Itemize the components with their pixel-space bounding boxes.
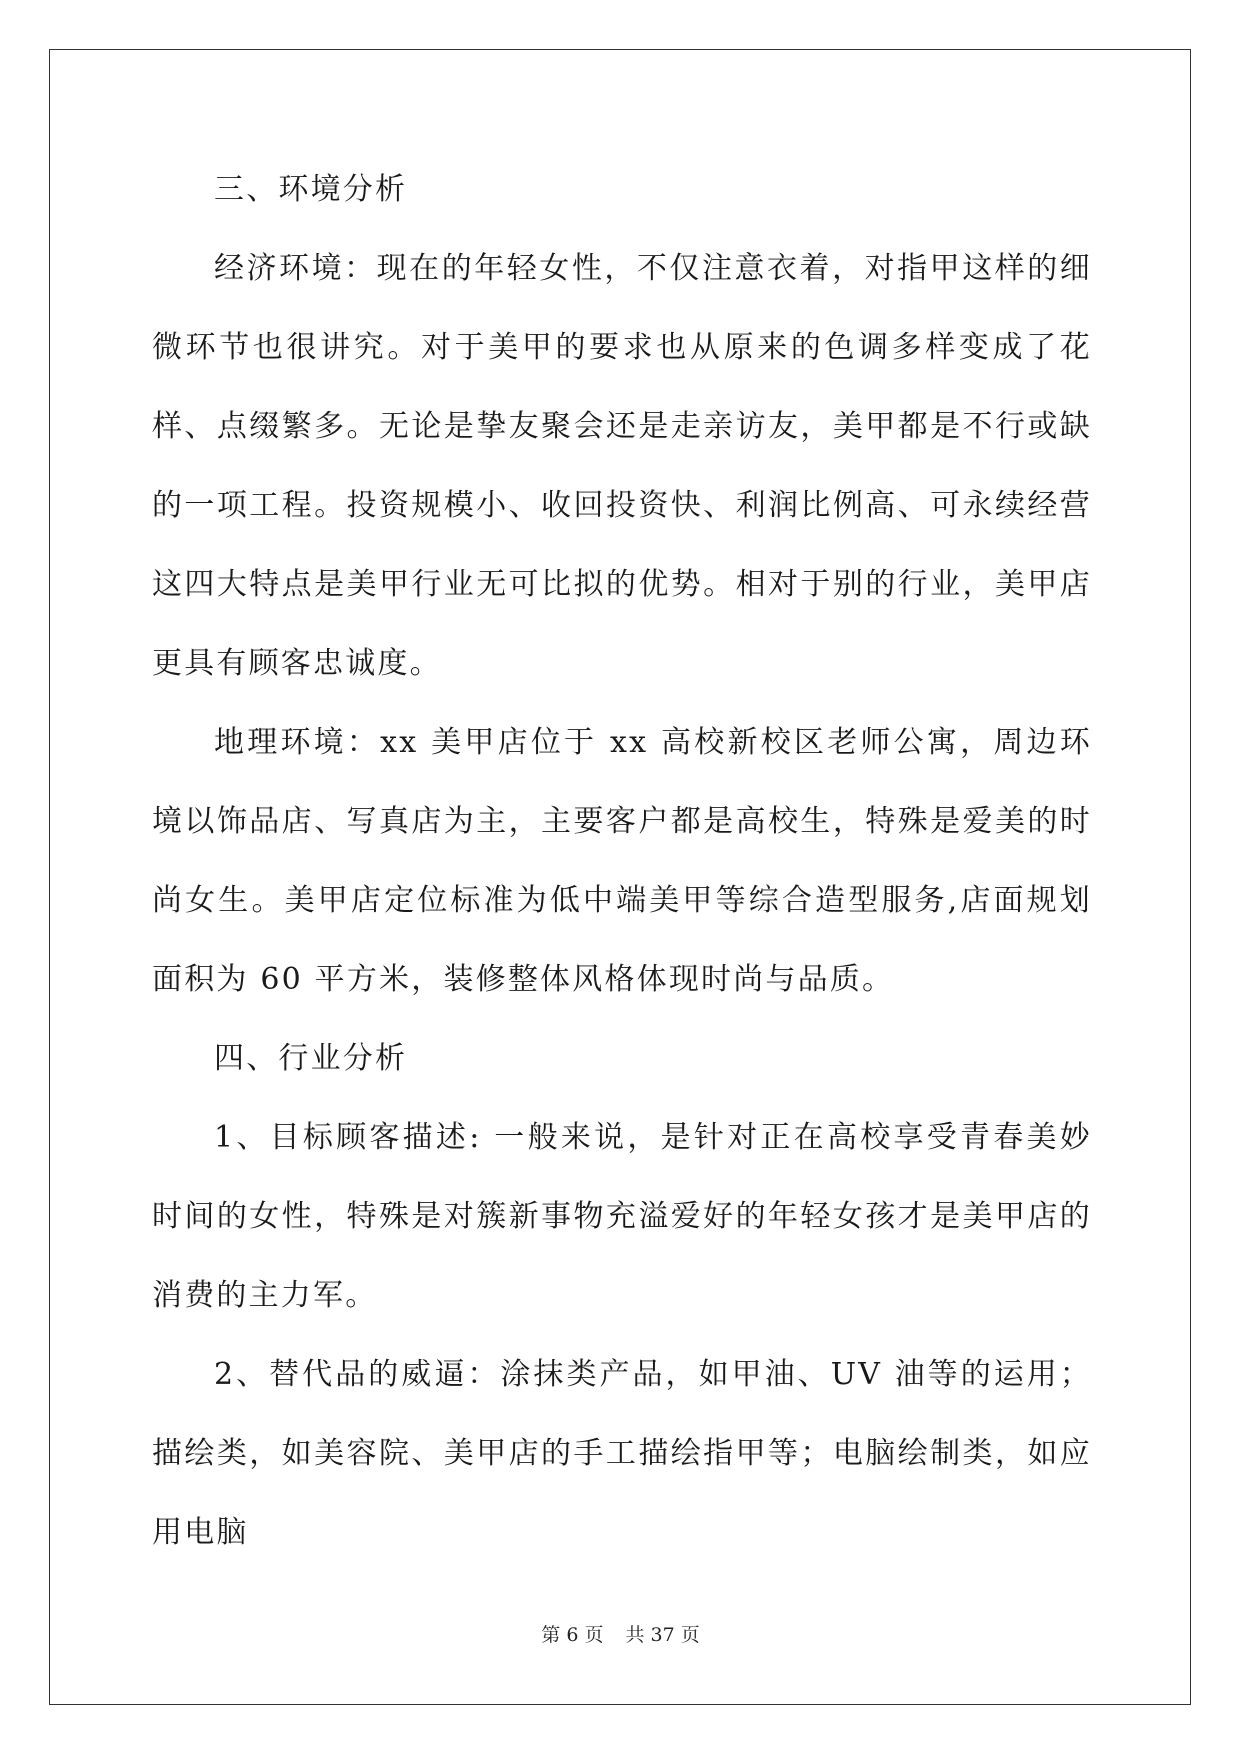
section-heading-industry-analysis: 四、行业分析 xyxy=(214,1041,408,1076)
section-heading-environment-analysis: 三、环境分析 xyxy=(214,172,408,207)
paragraph-economic-environment: 经济环境：现在的年轻女性，不仅注意衣着，对指甲这样的细微环节也很讲究。对于美甲的要求也从原来的色调多样变成了花样、点缀繁多。无论是挚友聚会还是走亲访友，美甲都是不行或缺的一项工程。投资规模小、收回投资快、利润比例高、可永续经营这四大特点是美甲行业无可比拟的优势。相对于别的行业，美甲店更具有顾客忠诚度。 xyxy=(152,251,1092,681)
paragraph-target-customers: 1、目标顾客描述: 一般来说，是针对正在高校享受青春美妙时间的女性，特殊是对簇新事物充溢爱好的年轻女孩才是美甲店的消费的主力军。 xyxy=(152,1120,1092,1313)
paragraph-geographic-environment: 地理环境：xx 美甲店位于 xx 高校新校区老师公寓，周边环境以饰品店、写真店为主，主要客户都是高校生，特殊是爱美的时尚女生。美甲店定位标准为低中端美甲等综合造型服务,店面规划面积为 60 平方米，装修整体风格体现时尚与品质。 xyxy=(152,725,1092,997)
page-total: 共 37 页 xyxy=(625,1624,700,1646)
page-number: 第 6 页 xyxy=(541,1624,604,1646)
document-body xyxy=(152,150,1092,1572)
page-footer xyxy=(0,1620,1241,1647)
paragraph-substitute-threat: 2、替代品的威逼：涂抹类产品，如甲油、UV 油等的运用；描绘类，如美容院、美甲店的手工描绘指甲等；电脑绘制类，如应用电脑 xyxy=(152,1357,1092,1550)
